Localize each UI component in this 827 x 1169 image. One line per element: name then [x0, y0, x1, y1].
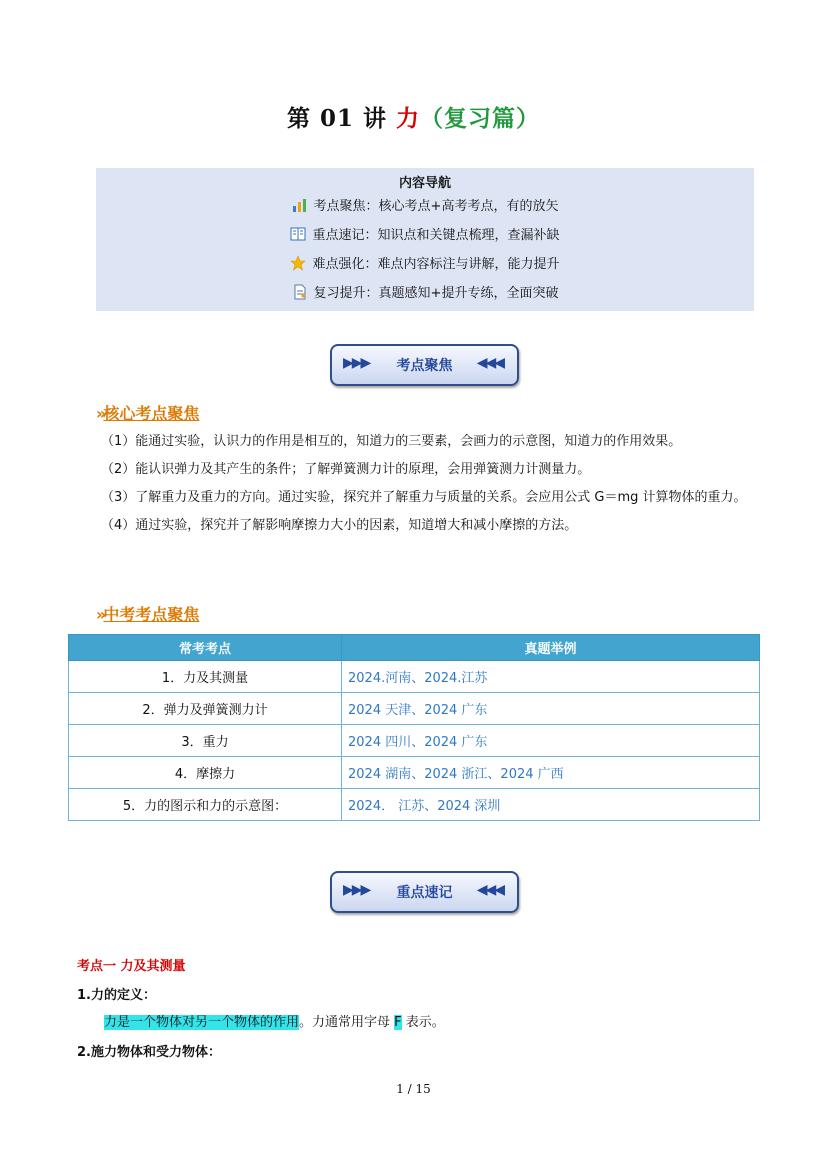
nav-item-memo: 重点速记：知识点和关键点梳理，查漏补缺: [96, 224, 754, 243]
table-row: [69, 757, 760, 789]
topic-cell: 1．力及其测量: [69, 661, 342, 693]
core-list: [103, 428, 758, 540]
table-header-row: [69, 635, 760, 661]
nav-item-review: 复习提升：真题感知+提升专练，全面突破: [96, 282, 754, 301]
topic-cell: 5．力的图示和力的示意图：: [69, 789, 342, 821]
highlighted-definition: 力是一个物体对另一个物体的作用: [104, 1015, 300, 1030]
table-row: [69, 693, 760, 725]
page-number: 1 / 15: [396, 1082, 431, 1096]
exam-heading: »中考考点聚焦: [96, 605, 200, 624]
page-title: 第 01 讲 力（复习篇）: [286, 105, 541, 132]
force-definition: 力是一个物体对另一个物体的作用。力通常用字母 F 表示。: [104, 1015, 445, 1030]
exam-table: [68, 634, 760, 821]
bodies-heading: 2.施力物体和受力物体：: [77, 1045, 221, 1060]
nav-item-difficulty: 难点强化：难点内容标注与讲解，能力提升: [96, 253, 754, 272]
table-row: [69, 661, 760, 693]
bar-chart-icon: [292, 197, 308, 213]
star-icon: [290, 255, 306, 271]
section-banner-memo: ▶▶▶ 重点速记 ◀◀◀: [330, 871, 519, 913]
kaodian-title: 考点一 力及其测量: [77, 959, 186, 974]
example-cell: 2024． 江苏、2024 深圳: [342, 789, 760, 821]
core-heading: »核心考点聚焦: [96, 404, 200, 423]
force-definition-heading: 1.力的定义：: [77, 988, 156, 1003]
example-cell: 2024 四川、2024 广东: [342, 725, 760, 757]
core-item: （2）能认识弹力及其产生的条件；了解弹簧测力计的原理，会用弹簧测力计测量力。: [101, 462, 591, 477]
topic-cell: 4．摩擦力: [69, 757, 342, 789]
example-cell: 2024 天津、2024 广东: [342, 693, 760, 725]
book-icon: [290, 226, 306, 242]
nav-heading: 内容导航: [398, 176, 451, 191]
document-icon: [292, 284, 308, 300]
highlighted-letter: F: [394, 1015, 402, 1030]
column-header: 真题举例: [342, 635, 760, 661]
core-item: （3）了解重力及重力的方向。通过实验，探究并了解重力与质量的关系。会应用公式 G＝mg 计算物体的重力。: [101, 490, 747, 505]
table-row: [69, 725, 760, 757]
topic-cell: 2．弹力及弹簧测力计: [69, 693, 342, 725]
example-cell: 2024 湖南、2024 浙江、2024 广西: [342, 757, 760, 789]
table-row: [69, 789, 760, 821]
example-cell: 2024.河南、2024.江苏: [342, 661, 760, 693]
topic-cell: 3．重力: [69, 725, 342, 757]
column-header: 常考考点: [69, 635, 342, 661]
core-item: （4）通过实验，探究并了解影响摩擦力大小的因素，知道增大和减小摩擦的方法。: [101, 518, 578, 533]
content-navigation: [96, 168, 754, 311]
core-item: （1）能通过实验，认识力的作用是相互的，知道力的三要素，会画力的示意图，知道力的作用效果。: [101, 434, 682, 449]
nav-item-focus: 考点聚焦：核心考点+高考考点，有的放矢: [96, 195, 754, 214]
section-banner-focus: ▶▶▶ 考点聚焦 ◀◀◀: [330, 344, 519, 386]
